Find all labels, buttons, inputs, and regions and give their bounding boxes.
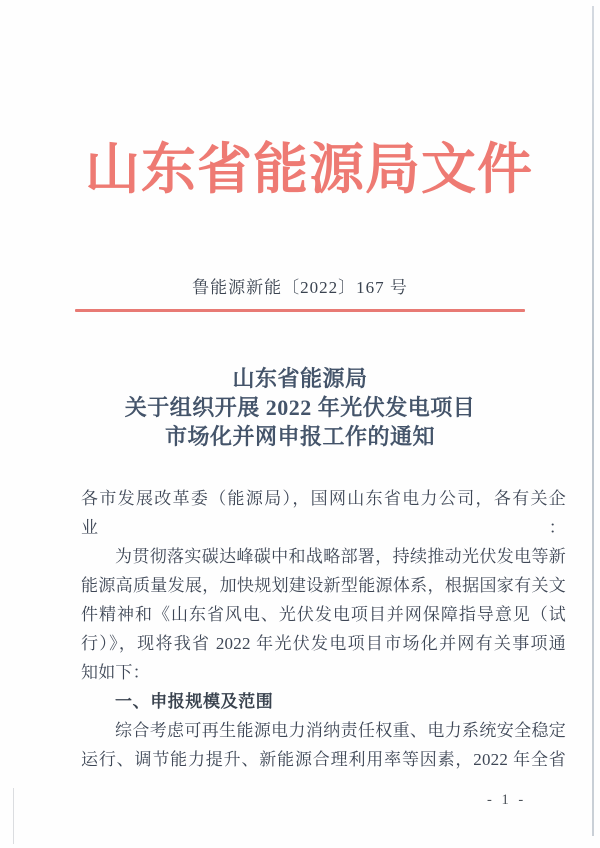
document-title	[0, 364, 600, 451]
section-1-heading: 一、申报规模及范围	[115, 692, 274, 711]
page-number: - 1 -	[487, 792, 527, 808]
paragraph-1-line-4: 行）》，现将我省 2022 年光伏发电项目市场化并网有关事项通	[81, 634, 566, 653]
document-title-line-3: 市场化并网申报工作的通知	[164, 424, 435, 449]
paragraph-1-line-2: 能源高质量发展，加快规划建设新型能源体系，根据国家有关文	[81, 576, 566, 595]
paragraph-1-line-3: 件精神和《山东省风电、光伏发电项目并网保障指导意见（试	[81, 605, 566, 624]
document-reference-number: 鲁能源新能〔2022〕167 号	[192, 278, 408, 297]
paper-edge-left	[13, 788, 14, 844]
document-body	[81, 484, 566, 774]
paragraph-1-line-1: 为贯彻落实碳达峰碳中和战略部署，持续推动光伏发电等新	[115, 547, 566, 566]
document-title-line-2: 关于组织开展 2022 年光伏发电项目	[124, 395, 476, 420]
paragraph-2-line-2: 运行、调节能力提升、新能源合理利用率等因素，2022 年全省	[81, 750, 566, 769]
document-title-line-1: 山东省能源局	[232, 366, 368, 391]
paper-edge-right	[592, 6, 594, 836]
red-divider-line	[75, 309, 525, 312]
paragraph-1-line-5: 知如下：	[81, 663, 150, 682]
letterhead-title: 山东省能源局文件	[84, 139, 533, 200]
salutation-line: 各市发展改革委（能源局），国网山东省电力公司，各有关企业：	[81, 489, 566, 537]
paragraph-2-line-1: 综合考虑可再生能源电力消纳责任权重、电力系统安全稳定	[115, 721, 566, 740]
